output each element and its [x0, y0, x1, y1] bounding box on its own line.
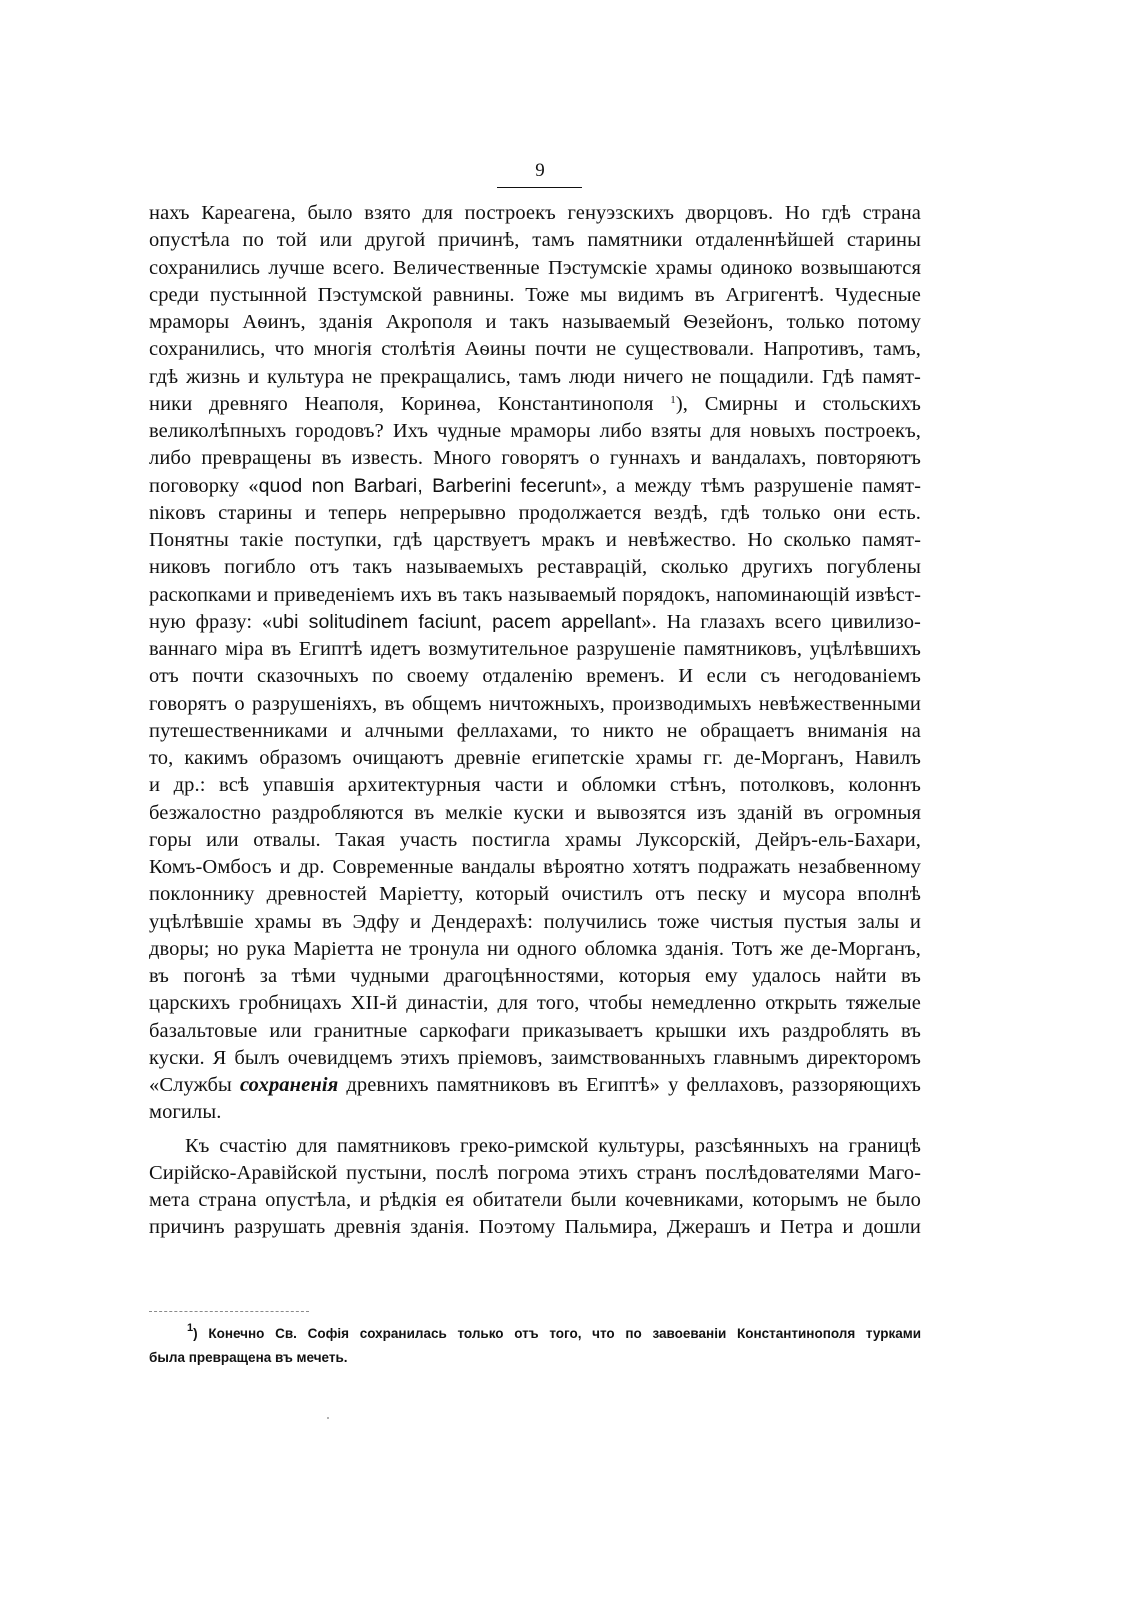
text-line: великолѣпныхъ городовъ? Ихъ чудные мраморы либо взяты для новыхъ построекъ,	[149, 420, 921, 442]
text-line: niкoвъ старины и теперь непрерывно продолжается вездѣ, гдѣ только они есть.	[149, 501, 921, 524]
text-segment: », а между тѣмъ разрушеніе памят-	[591, 474, 921, 497]
footnote-reference: 1	[670, 393, 676, 406]
text-line: царскихъ гробницахъ XII-й династіи, для того, чтобы немедленно открыть тяжелые	[149, 992, 921, 1015]
text-segment: ную фразу: «	[149, 610, 273, 633]
text-line: куски. Я былъ очевидцемъ этихъ пріемовъ, заимствованныхъ главнымъ директоромъ	[149, 1046, 921, 1069]
page-number: 9	[535, 160, 545, 181]
text-line: никовъ погибло отъ такъ называемыхъ реставрацій, сколько другихъ погублены	[149, 556, 921, 579]
text-line: раскопками и приведеніемъ ихъ въ такъ называемый порядокъ, напоминающій извѣст-	[149, 583, 921, 606]
text-line: базальтовые или гранитные саркофаги приказываетъ крышки ихъ раздроблять въ	[149, 1019, 921, 1042]
emphasized-word: сохраненія	[239, 1074, 339, 1096]
text-line-with-footnote-ref	[149, 391, 921, 418]
text-segment: ), Смирны и стольскихъ	[675, 392, 921, 415]
text-line: либо превращены въ известь. Много говорятъ о гуннахъ и вандалахъ, повторяютъ	[149, 447, 921, 470]
latin-quote: ubi solitudinem faciunt, pacem appellant	[272, 610, 642, 633]
latin-quote: quod non Barbari, Barberini fecerunt	[258, 474, 592, 497]
text-line: Къ счастію для памятниковъ греко-римской культуры, разсѣянныхъ на границѣ	[185, 1134, 921, 1157]
text-line: горы или отвалы. Такая участь постигла храмы Луксорскій, Дейръ-ель-Бахари,	[149, 828, 921, 851]
text-line: и др.: всѣ упавшія архитектурныя части и обломки стѣнъ, потолковъ, колоннъ	[149, 774, 921, 797]
main-text	[149, 200, 921, 1242]
text-line: гдѣ жизнь и культура не прекращались, тамъ люди ничего не пощадили. Гдѣ памят-	[149, 365, 921, 388]
text-line: уцѣлѣвшіе храмы въ Эдфу и Дендерахѣ: получились тоже чистыя пустыя залы и	[149, 910, 921, 933]
page-number-rule	[497, 187, 582, 188]
text-line: говорятъ о разрушеніяхъ, въ общемъ ничтожныхъ, производимыхъ невѣжественными	[149, 692, 921, 715]
text-line: поклоннику древностей Маріетту, который очистилъ отъ песку и мусора вполнѣ	[149, 883, 921, 906]
text-line: причинъ разрушать древнія зданія. Поэтому Пальмира, Джерашъ и Петра и дошли	[149, 1216, 921, 1239]
text-line-with-emphasis	[149, 1072, 921, 1099]
text-line: то, какимъ образомъ очищаютъ древніе египетскіе храмы гг. де-Морганъ, Навилъ	[149, 747, 921, 769]
text-segment: древнихъ памятниковъ въ Египтѣ» у феллаховъ, раззоряющихъ	[338, 1074, 922, 1096]
text-line: ваннаго міра въ Египтѣ идетъ возмутительное разрушеніе памятниковъ, уцѣлѣвшихъ	[149, 638, 921, 660]
text-line: Комъ-Омбосъ и др. Современные вандалы вѣроятно хотятъ подражать незабвенному	[149, 856, 921, 878]
text-line: мета страна опустѣла, и рѣдкія ея обитатели были кочевниками, которымъ не было	[149, 1189, 921, 1211]
paragraph-end-line: могилы.	[149, 1101, 222, 1124]
text-line: Сирійско-Аравійской пустыни, послѣ погрома этихъ странъ послѣдователями Маго-	[149, 1161, 921, 1184]
text-line: Понятны такіе поступки, гдѣ царствуетъ мракъ и невѣжество. Но сколько памят-	[149, 529, 921, 551]
text-line: опустѣла по той или другой причинѣ, тамъ памятники отдаленнѣйшей старины	[149, 229, 921, 252]
text-line: сохранились, что многія столѣтія Аѳины почти не существовали. Напротивъ, тамъ,	[149, 338, 921, 361]
text-line: нахъ Кареагена, было взято для построекъ генуэзскихъ дворцовъ. Но гдѣ страна	[149, 202, 921, 224]
text-segment: «Службы	[149, 1074, 240, 1096]
scan-speck	[327, 1417, 329, 1419]
footnote-mark: 1	[187, 1322, 194, 1334]
text-segment: поговорку «	[149, 474, 259, 497]
text-line: отъ почти сказочныхъ по своему отдаленію временъ. И если съ негодованіемъ	[149, 665, 921, 688]
text-line: въ погонѣ за тѣми чудными драгоцѣнностями, которыя ему удалось найти въ	[149, 965, 921, 987]
text-line-with-latin-quote	[149, 609, 921, 636]
text-line: сохранились лучше всего. Величественные Пэстумскіе храмы одиноко возвышаются	[149, 256, 921, 279]
text-line-with-latin-quote	[149, 473, 921, 500]
text-segment: ». На глазахъ всего цивилизо-	[641, 610, 921, 633]
footnote-line: была превращена въ мечеть.	[149, 1350, 348, 1365]
text-line: путешественниками и алчными феллахами, то никто не обращаетъ вниманія на	[149, 719, 921, 742]
text-segment: ники древняго Неаполя, Коринѳа, Константинополя	[149, 392, 654, 415]
text-line: безжалостно раздробляются въ мелкіе куски и вывозятся изъ зданій въ огромныя	[149, 801, 921, 824]
footnote	[149, 1322, 921, 1370]
text-line: мраморы Аѳинъ, зданія Акрополя и такъ называемый Ѳезейонъ, только потому	[149, 311, 921, 333]
footnote-text: ) Конечно Св. Софія сохранилась только отъ того, что по завоеваніи Константинополя турками	[193, 1326, 921, 1341]
text-line: дворы; но рука Маріетта не тронула ни одного обломка зданія. Тотъ же де-Морганъ,	[149, 937, 921, 960]
footnote-line	[149, 1322, 921, 1346]
text-line: среди пустынной Пэстумской равнины. Тоже мы видимъ въ Агригентѣ. Чудесные	[149, 283, 921, 306]
footnote-separator	[149, 1311, 309, 1312]
